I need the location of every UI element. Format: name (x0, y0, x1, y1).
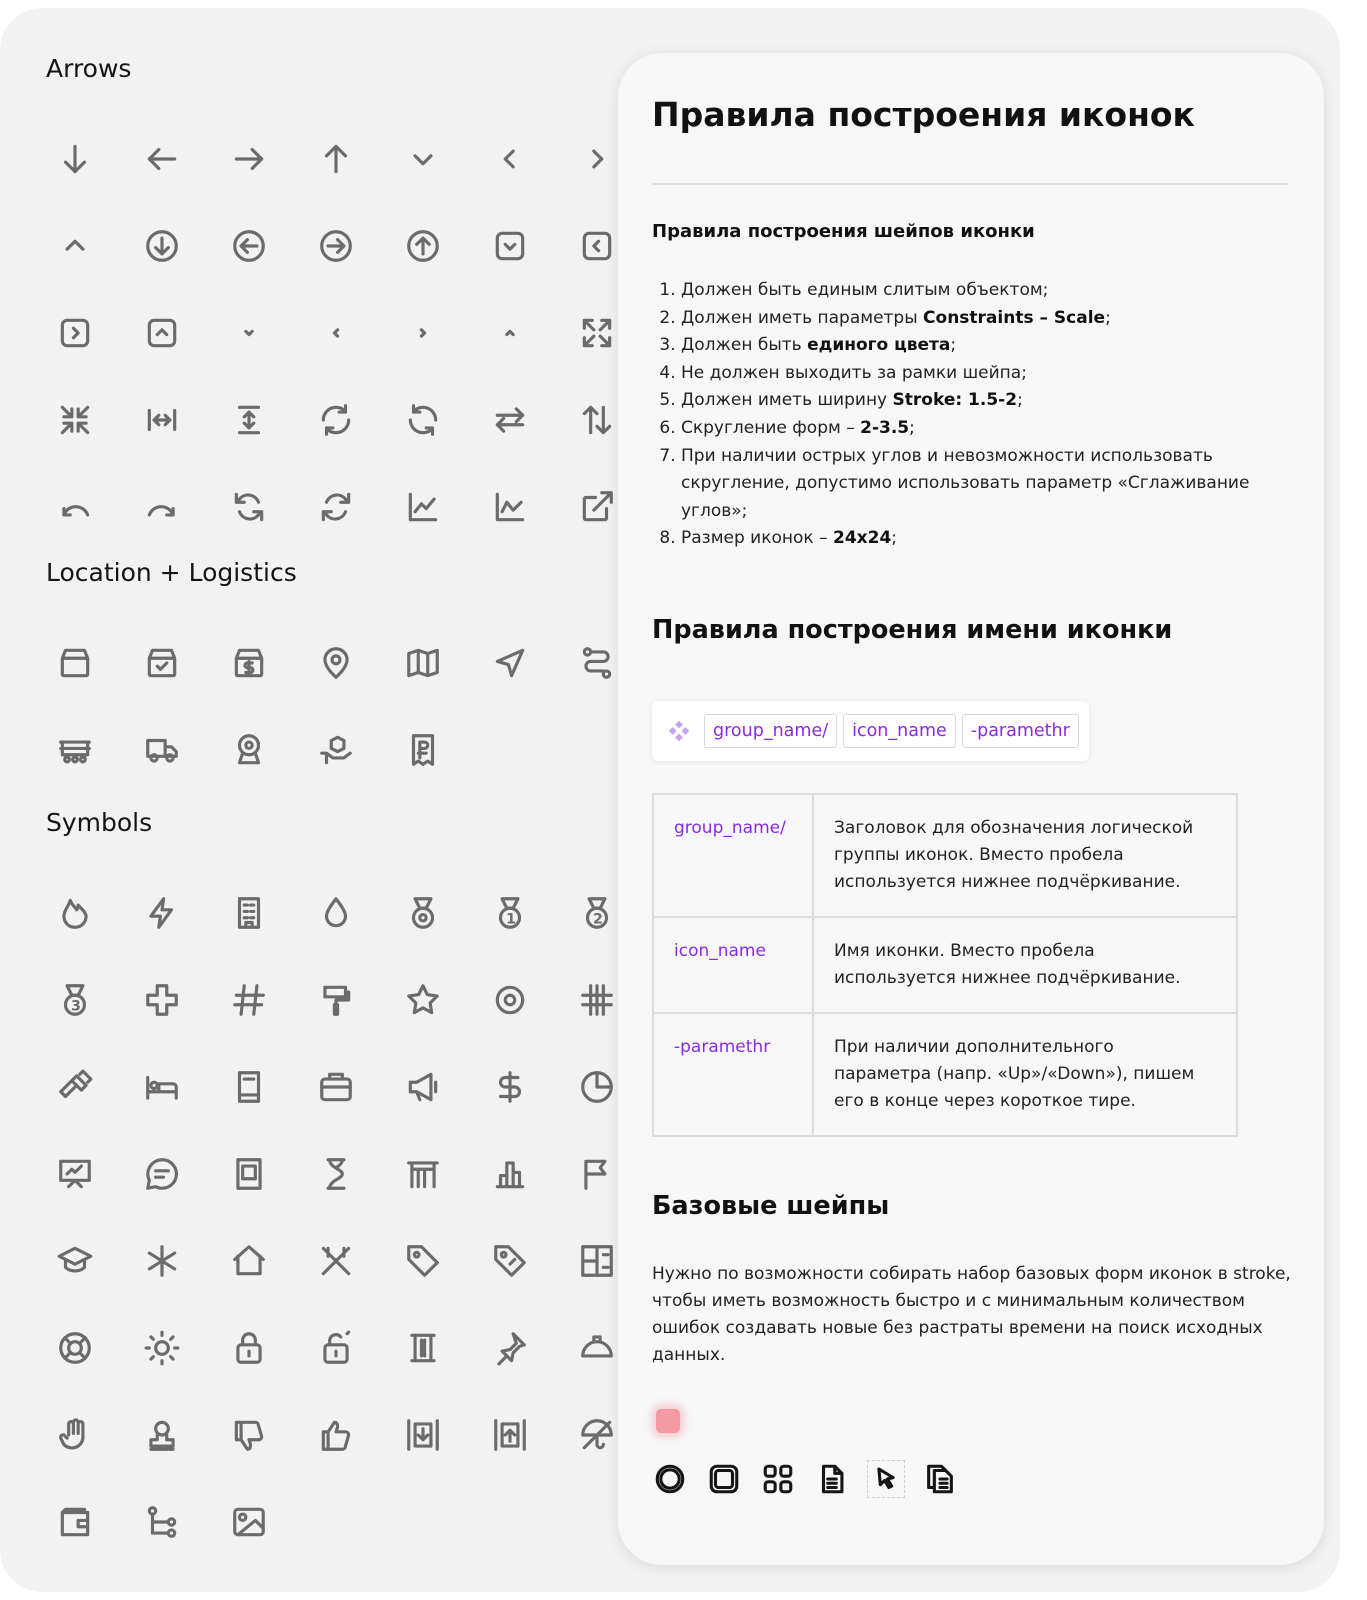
small-chevron-up-icon-glyph (491, 314, 529, 352)
hammer-icon[interactable] (31, 1043, 118, 1130)
presentation-icon[interactable] (31, 1130, 118, 1217)
train-icon[interactable] (31, 706, 118, 793)
cursor-shape-glyph (869, 1462, 903, 1496)
medal-icon-glyph (404, 894, 442, 932)
circle-arrow-left-icon[interactable] (205, 202, 292, 289)
chip-icon-name: icon_name (843, 714, 956, 748)
medal-3-icon-glyph (56, 981, 94, 1019)
medal-3-icon[interactable] (31, 956, 118, 1043)
store-dollar-icon[interactable] (205, 619, 292, 706)
hourglass-icon[interactable] (292, 1130, 379, 1217)
rule-item: 8. Размер иконок – 24x24; (681, 525, 1292, 553)
vertical-resize-icon[interactable] (205, 376, 292, 463)
swap-horizontal-icon-glyph (491, 401, 529, 439)
arrow-left-icon[interactable] (118, 115, 205, 202)
chevron-right-icon-glyph (578, 140, 616, 178)
tree-icon-glyph (143, 1503, 181, 1541)
lifebuoy-icon-glyph (56, 1329, 94, 1367)
table-key: icon_name (653, 917, 813, 1013)
files-shape-icon[interactable] (922, 1461, 958, 1497)
hash-double-icon-glyph (578, 981, 616, 1019)
refresh-cw-icon[interactable] (379, 376, 466, 463)
arrow-left-icon-glyph (143, 140, 181, 178)
gate-icon[interactable] (379, 1130, 466, 1217)
chip-group-name: group_name/ (704, 714, 837, 748)
utensils-icon[interactable] (292, 1217, 379, 1304)
table-desc: При наличии дополнительного параметра (напр. «Up»/«Down»), пишем его в конце через короткое тире. (813, 1013, 1237, 1136)
medal-icon[interactable] (379, 869, 466, 956)
lock-icon[interactable] (205, 1304, 292, 1391)
building-icon[interactable] (205, 869, 292, 956)
image-icon[interactable] (205, 1478, 292, 1565)
symbols-icon-grid (31, 869, 640, 1565)
store-check-icon[interactable] (118, 619, 205, 706)
swap-vertical-icon-glyph (578, 401, 616, 439)
small-chevron-left-icon-glyph (317, 314, 355, 352)
arrow-right-icon-glyph (230, 140, 268, 178)
shape-rules-list (652, 277, 1292, 553)
svg-text:1: 1 (505, 910, 516, 927)
rule-item: 3. Должен быть единого цвета; (681, 332, 1292, 360)
lock-open-icon-glyph (317, 1329, 355, 1367)
briefcase-icon-glyph (317, 1068, 355, 1106)
undo-icon-glyph (56, 488, 94, 526)
cursor-shape-icon[interactable] (868, 1461, 904, 1497)
train-icon-glyph (56, 731, 94, 769)
table-row (653, 794, 1237, 917)
circle-shape-icon[interactable] (652, 1461, 688, 1497)
route-icon-glyph (578, 644, 616, 682)
pin-icon[interactable] (466, 1304, 553, 1391)
small-chevron-right-icon[interactable] (379, 289, 466, 376)
cross-icon-glyph (143, 981, 181, 1019)
area-chart-icon-glyph (491, 488, 529, 526)
truck-icon-glyph (143, 731, 181, 769)
square-shape-glyph (707, 1462, 741, 1496)
drop-icon-glyph (317, 894, 355, 932)
table-desc: Имя иконки. Вместо пробела используется нижнее подчёркивание. (813, 917, 1237, 1013)
swap-horizontal-icon[interactable] (466, 376, 553, 463)
dislike-icon-glyph (230, 1416, 268, 1454)
store-check-icon-glyph (143, 644, 181, 682)
arrow-up-icon[interactable] (292, 115, 379, 202)
wallet-icon[interactable] (31, 1478, 118, 1565)
wallet-icon-glyph (56, 1503, 94, 1541)
redo-icon-glyph (143, 488, 181, 526)
store-dollar-icon-glyph (230, 644, 268, 682)
like-icon[interactable] (292, 1391, 379, 1478)
truck-icon[interactable] (118, 706, 205, 793)
table-key: -paramethr (653, 1013, 813, 1136)
tag-2-icon-glyph (491, 1242, 529, 1280)
paint-roller-icon[interactable] (292, 956, 379, 1043)
target-icon-glyph (491, 981, 529, 1019)
square-chevron-right-icon-glyph (56, 314, 94, 352)
small-chevron-up-icon[interactable] (466, 289, 553, 376)
chat-icon-glyph (143, 1155, 181, 1193)
map-icon[interactable] (379, 619, 466, 706)
navigation-icon-glyph (491, 644, 529, 682)
utensils-icon-glyph (317, 1242, 355, 1280)
undo-icon[interactable] (31, 463, 118, 550)
table-desc: Заголовок для обозначения логической группы иконок. Вместо пробела используется нижнее подчёркивание. (813, 794, 1237, 917)
dollar-icon[interactable] (466, 1043, 553, 1130)
name-pattern-chip (652, 701, 1089, 761)
chip-parameter: -paramethr (962, 714, 1079, 748)
circle-arrow-up-icon-glyph (404, 227, 442, 265)
asterisk-icon-glyph (143, 1242, 181, 1280)
lock-icon-glyph (230, 1329, 268, 1367)
circle-arrow-down-icon-glyph (143, 227, 181, 265)
expand-icon-glyph (578, 314, 616, 352)
square-chevron-down-icon-glyph (491, 227, 529, 265)
hand-box-icon-glyph (317, 731, 355, 769)
briefcase-icon[interactable] (292, 1043, 379, 1130)
medal-1-icon-glyph (491, 894, 529, 932)
location-icon-grid (31, 619, 640, 793)
receipt-ruble-icon[interactable] (379, 706, 466, 793)
arrow-right-icon[interactable] (205, 115, 292, 202)
archive-out-icon[interactable] (466, 1391, 553, 1478)
square-chevron-down-icon[interactable] (466, 202, 553, 289)
sync-cw-icon[interactable] (292, 463, 379, 550)
line-chart-icon-glyph (404, 488, 442, 526)
hash-icon[interactable] (205, 956, 292, 1043)
megaphone-icon-glyph (404, 1068, 442, 1106)
archive-in-icon-glyph (404, 1416, 442, 1454)
circle-arrow-down-icon[interactable] (118, 202, 205, 289)
presentation-icon-glyph (56, 1155, 94, 1193)
rules-panel (618, 53, 1324, 1565)
target-icon[interactable] (466, 956, 553, 1043)
files-shape-glyph (923, 1462, 957, 1496)
rule-item: 1. Должен быть единым слитым объектом; (681, 277, 1292, 305)
sync-cw-icon-glyph (317, 488, 355, 526)
chevron-down-icon-glyph (404, 140, 442, 178)
chevron-left-icon-glyph (491, 140, 529, 178)
graduation-cap-icon-glyph (56, 1242, 94, 1280)
section-title-symbols: Symbols (46, 808, 153, 837)
store-icon[interactable] (31, 619, 118, 706)
arrow-up-icon-glyph (317, 140, 355, 178)
section-title-arrows: Arrows (46, 54, 132, 83)
layout-icon-glyph (578, 1242, 616, 1280)
tree-icon[interactable] (118, 1478, 205, 1565)
base-shapes-row (652, 1461, 958, 1497)
lock-open-icon[interactable] (292, 1304, 379, 1391)
horizontal-resize-icon-glyph (143, 401, 181, 439)
flag-icon-glyph (578, 1155, 616, 1193)
color-swatch (656, 1409, 680, 1433)
rule-item: 7. При наличии острых углов и невозможности использовать скругление, допустимо использовать параметр «Сглаживание углов»; (681, 443, 1292, 526)
like-icon-glyph (317, 1416, 355, 1454)
square-chevron-right-icon[interactable] (31, 289, 118, 376)
archive-in-icon[interactable] (379, 1391, 466, 1478)
home-icon-glyph (230, 1242, 268, 1280)
dislike-icon[interactable] (205, 1391, 292, 1478)
bar-chart-icon[interactable] (466, 1130, 553, 1217)
flame-icon[interactable] (31, 869, 118, 956)
bed-icon-glyph (143, 1068, 181, 1106)
hand-icon-glyph (56, 1416, 94, 1454)
receipt-ruble-icon-glyph (404, 731, 442, 769)
collapse-icon-glyph (56, 401, 94, 439)
small-chevron-down-icon-glyph (230, 314, 268, 352)
table-row (653, 917, 1237, 1013)
cross-icon[interactable] (118, 956, 205, 1043)
refresh-ccw-icon[interactable] (292, 376, 379, 463)
svg-text:2: 2 (592, 910, 603, 927)
rule-item: 2. Должен иметь параметры Constraints – Scale; (681, 305, 1292, 333)
hammer-icon-glyph (56, 1068, 94, 1106)
square-shape-icon[interactable] (706, 1461, 742, 1497)
small-chevron-left-icon[interactable] (292, 289, 379, 376)
user-stamp-icon[interactable] (118, 1391, 205, 1478)
chevron-down-icon[interactable] (379, 115, 466, 202)
table-row (653, 1013, 1237, 1136)
no-umbrella-icon-glyph (578, 1416, 616, 1454)
medal-1-icon[interactable] (466, 869, 553, 956)
tag-icon-glyph (404, 1242, 442, 1280)
grid-shape-glyph (761, 1462, 795, 1496)
pin-place-icon-glyph (230, 731, 268, 769)
tag-icon[interactable] (379, 1217, 466, 1304)
circle-arrow-up-icon[interactable] (379, 202, 466, 289)
map-pin-icon-glyph (317, 644, 355, 682)
archive-out-icon-glyph (491, 1416, 529, 1454)
building-icon-glyph (230, 894, 268, 932)
bar-chart-icon-glyph (491, 1155, 529, 1193)
dollar-icon-glyph (491, 1068, 529, 1106)
redo-icon[interactable] (118, 463, 205, 550)
base-shapes-text: Нужно по возможности собирать набор базовых форм иконок в stroke, чтобы иметь возможность быстро и с минимальным количеством ошибок создавать новые без растраты времени на поиск исходных данных. (652, 1264, 1291, 1365)
chevron-up-icon-glyph (56, 227, 94, 265)
hourglass-icon-glyph (317, 1155, 355, 1193)
pin-place-icon[interactable] (205, 706, 292, 793)
divider (652, 183, 1288, 185)
icon-canvas (0, 8, 1340, 1592)
sync-ccw-icon[interactable] (205, 463, 292, 550)
lifebuoy-icon[interactable] (31, 1304, 118, 1391)
gate-icon-glyph (404, 1155, 442, 1193)
refresh-cw-icon-glyph (404, 401, 442, 439)
lightning-icon-glyph (143, 894, 181, 932)
external-link-icon-glyph (578, 488, 616, 526)
lightning-icon[interactable] (118, 869, 205, 956)
frame-icon-glyph (230, 1155, 268, 1193)
area-chart-icon[interactable] (466, 463, 553, 550)
hash-icon-glyph (230, 981, 268, 1019)
arrow-down-icon[interactable] (31, 115, 118, 202)
vertical-resize-icon-glyph (230, 401, 268, 439)
section-title-location: Location + Logistics (46, 558, 297, 587)
small-chevron-right-icon-glyph (404, 314, 442, 352)
flame-icon-glyph (56, 894, 94, 932)
component-icon (668, 720, 690, 742)
panel-title: Правила построения иконок (652, 95, 1195, 134)
pillar-icon[interactable] (379, 1304, 466, 1391)
chevron-left-icon[interactable] (466, 115, 553, 202)
map-pin-icon[interactable] (292, 619, 379, 706)
star-icon-glyph (404, 981, 442, 1019)
tag-2-icon[interactable] (466, 1217, 553, 1304)
circle-arrow-right-icon[interactable] (292, 202, 379, 289)
small-chevron-down-icon[interactable] (205, 289, 292, 376)
sync-ccw-icon-glyph (230, 488, 268, 526)
medal-2-icon-glyph (578, 894, 616, 932)
svg-text:3: 3 (70, 997, 81, 1014)
arrows-icon-grid (31, 115, 640, 550)
horizontal-resize-icon[interactable] (118, 376, 205, 463)
pie-chart-icon-glyph (578, 1068, 616, 1106)
graduation-cap-icon[interactable] (31, 1217, 118, 1304)
rule-item: 5. Должен иметь ширину Stroke: 1.5-2; (681, 387, 1292, 415)
pillar-icon-glyph (404, 1329, 442, 1367)
circle-arrow-right-icon-glyph (317, 227, 355, 265)
asterisk-icon[interactable] (118, 1217, 205, 1304)
naming-title: Правила построения имени иконки (652, 615, 1173, 645)
helmet-icon-glyph (578, 1329, 616, 1367)
square-chevron-up-icon-glyph (143, 314, 181, 352)
store-icon-glyph (56, 644, 94, 682)
circle-arrow-left-icon-glyph (230, 227, 268, 265)
rule-item: 4. Не должен выходить за рамки шейпа; (681, 360, 1292, 388)
image-icon-glyph (230, 1503, 268, 1541)
collapse-icon[interactable] (31, 376, 118, 463)
sun-icon-glyph (143, 1329, 181, 1367)
document-shape-glyph (815, 1462, 849, 1496)
navigation-icon[interactable] (466, 619, 553, 706)
naming-table (652, 793, 1238, 1137)
shapes-rules-title: Правила построения шейпов иконки (652, 221, 1035, 242)
frame-icon[interactable] (205, 1130, 292, 1217)
bed-icon[interactable] (118, 1043, 205, 1130)
table-key: group_name/ (653, 794, 813, 917)
paint-roller-icon-glyph (317, 981, 355, 1019)
map-icon-glyph (404, 644, 442, 682)
grid-shape-icon[interactable] (760, 1461, 796, 1497)
user-stamp-icon-glyph (143, 1416, 181, 1454)
book-icon[interactable] (205, 1043, 292, 1130)
drop-icon[interactable] (292, 869, 379, 956)
refresh-ccw-icon-glyph (317, 401, 355, 439)
chevron-up-icon[interactable] (31, 202, 118, 289)
sun-icon[interactable] (118, 1304, 205, 1391)
square-chevron-up-icon[interactable] (118, 289, 205, 376)
book-icon-glyph (230, 1068, 268, 1106)
pin-icon-glyph (491, 1329, 529, 1367)
star-icon[interactable] (379, 956, 466, 1043)
chat-icon[interactable] (118, 1130, 205, 1217)
base-shapes-title: Базовые шейпы (652, 1191, 890, 1221)
document-shape-icon[interactable] (814, 1461, 850, 1497)
hand-box-icon[interactable] (292, 706, 379, 793)
rule-item: 6. Скругление форм – 2-3.5; (681, 415, 1292, 443)
line-chart-icon[interactable] (379, 463, 466, 550)
home-icon[interactable] (205, 1217, 292, 1304)
hand-icon[interactable] (31, 1391, 118, 1478)
megaphone-icon[interactable] (379, 1043, 466, 1130)
circle-shape-glyph (653, 1462, 687, 1496)
arrow-down-icon-glyph (56, 140, 94, 178)
square-chevron-left-icon-glyph (578, 227, 616, 265)
